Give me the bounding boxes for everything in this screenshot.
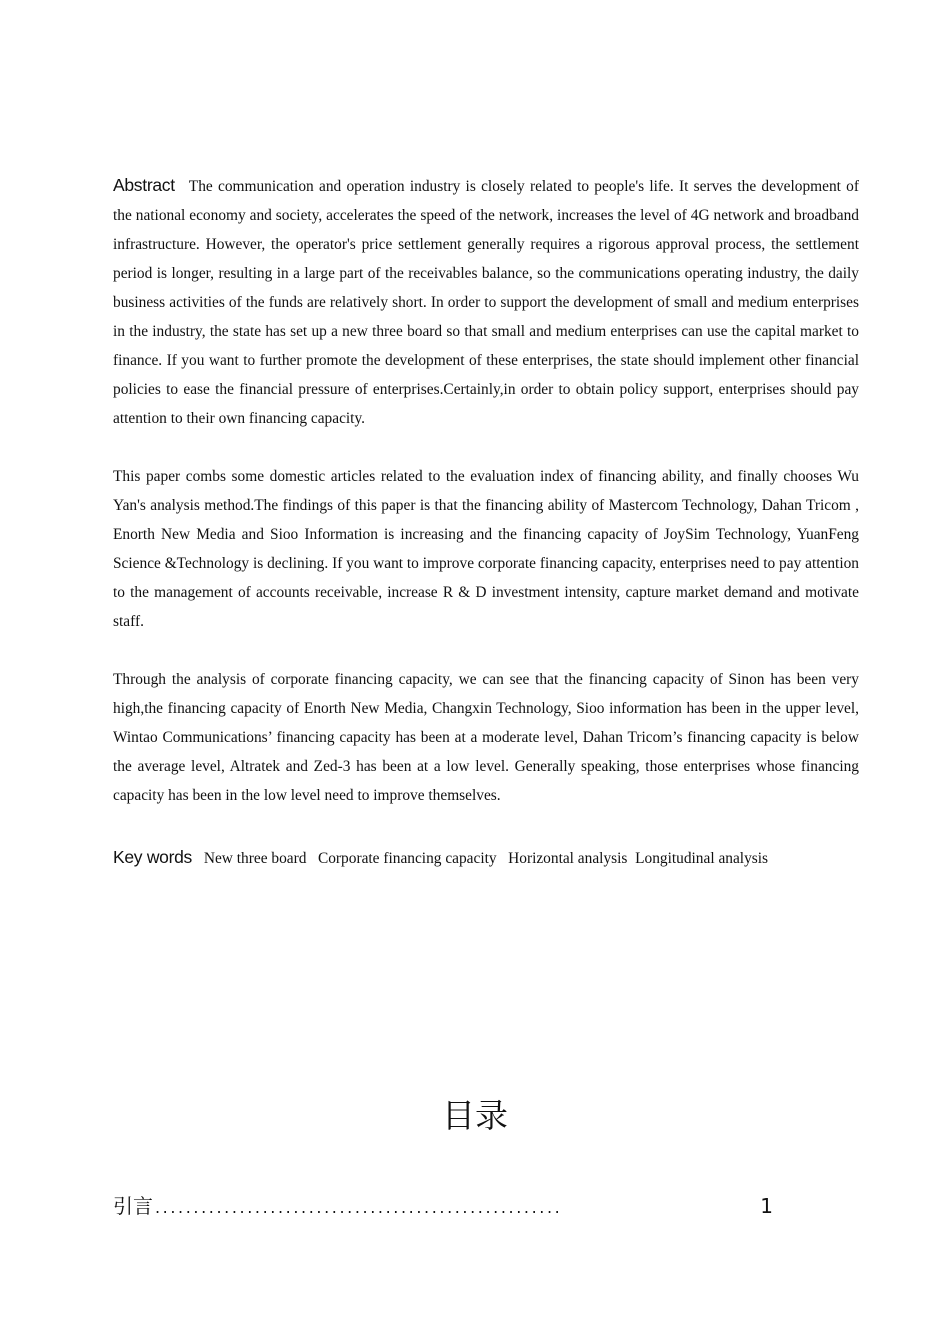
keyword-3: Horizontal analysis [508, 850, 628, 867]
keywords-line [113, 843, 859, 873]
abstract-text-1: The communication and operation industry is closely related to people's life. It serves the development of the national economy and society, accelerates the speed of the network, increases the level of 4G network and broadband infrastructure. However, the operator's price settlement generally requires a rigorous approval process, the settlement period is longer, resulting in a large part of the receivables balance, so the communications operating industry, the daily business activities of the funds are relatively short. In order to support the development of small and medium enterprises in the industry, the state has set up a new three board so that small and medium enterprises can use the capital market to finance. If you want to further promote the development of these enterprises, the state should implement other financial policies to ease the financial pressure of enterprises.Certainly,in order to obtain policy support, enterprises should pay attention to their own financing capacity. [113, 178, 859, 427]
toc-title: 目录 [442, 1096, 508, 1135]
toc-entry-label: 引言 [113, 1194, 153, 1218]
abstract-label: Abstract [113, 175, 175, 195]
abstract-section [113, 171, 859, 873]
toc-leader-dots: ..................................................... [155, 1198, 563, 1217]
keyword-2: Corporate financing capacity [317, 850, 497, 867]
keywords-label: Key words [113, 847, 192, 867]
abstract-paragraph-1 [113, 171, 859, 433]
toc-entry-page: 1 [760, 1194, 773, 1218]
keyword-4: Longitudinal analysis [635, 850, 769, 867]
abstract-paragraph-3: Through the analysis of corporate financing capacity, we can see that the financing capacity of Sinon has been very high,the financing capacity of Enorth New Media, Changxin Technology, Sioo information has been in the upper level, Wintao Communications’ financing capacity has been at a moderate level, Dahan Tricom’s financing capacity is below the average level, Altratek and Zed-3 has been at a low level. Generally speaking, those enterprises whose financing capacity has been in the low level need to improve themselves. [113, 671, 859, 804]
abstract-paragraph-2: This paper combs some domestic articles related to the evaluation index of financing ability, and finally chooses Wu Yan's analysis method.The findings of this paper is that the financing ability of Mastercom Technology, Dahan Tricom , Enorth New Media and Sioo Information is increasing and the financing capacity of JoySim Technology, YuanFeng Science &Technology is declining. If you want to improve corporate financing capacity, enterprises need to pay attention to the management of accounts receivable, increase R & D investment intensity, capture market demand and motivate staff. [113, 468, 859, 630]
keyword-1: New three board [203, 850, 307, 867]
toc-entry[interactable] [113, 1192, 773, 1222]
